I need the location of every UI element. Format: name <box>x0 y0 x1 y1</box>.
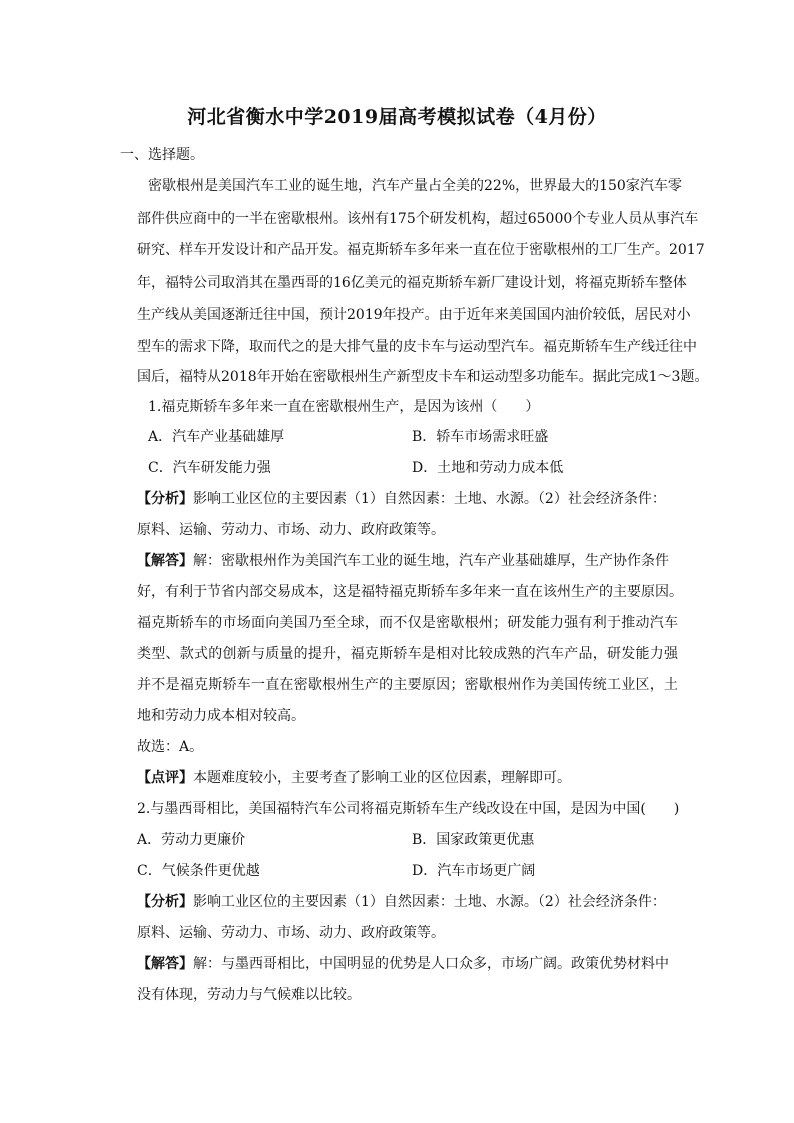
passage-line: 年，福特公司取消其在墨西哥的16亿美元的福克斯轿车新厂建设计划，将福克斯轿车整体 <box>137 275 687 291</box>
q2-option-d: D．汽车市场更广阔 <box>412 863 536 879</box>
passage-line: 部件供应商中的一半在密歇根州。该州有175个研发机构，超过65000个专业人员从事汽车 <box>137 211 699 227</box>
q1-comment <box>137 768 571 788</box>
comment-text: 本题难度较小，主要考查了影响工业的区位因素，理解即可。 <box>193 770 571 786</box>
passage-line: 国后，福特从2018年开始在密歇根州生产新型皮卡车和运动型多功能车。据此完成1～3题。 <box>137 369 709 385</box>
q1-answer-line: 地和劳动力成本相对较高。 <box>137 708 305 724</box>
q2-option-a: A．劳动力更廉价 <box>137 832 246 848</box>
q1-option-b: B．轿车市场需求旺盛 <box>412 429 549 445</box>
passage-line: 生产线从美国逐渐迁往中国，预计2019年投产。由于近年来美国国内油价较低，居民对小 <box>137 307 691 323</box>
answer-tag: 【解答】 <box>137 956 193 972</box>
q1-option-c: C．汽车研发能力强 <box>148 460 271 476</box>
q1-answer-line: 并不是福克斯轿车一直在密歇根州生产的主要原因；密歇根州作为美国传统工业区，土 <box>137 677 678 693</box>
passage-line: 型车的需求下降，取而代之的是大排气量的皮卡车与运动型汽车。福克斯轿车生产线迁往中 <box>137 339 697 355</box>
q1-option-d: D．土地和劳动力成本低 <box>412 460 564 476</box>
q2-answer-line: 没有体现，劳动力与气候难以比较。 <box>137 987 361 1003</box>
q2-option-b: B．国家政策更优惠 <box>412 832 535 848</box>
q2-analysis-line-1 <box>137 892 666 912</box>
q1-option-a: A．汽车产业基础雄厚 <box>148 429 285 445</box>
question-1-stem: 1.福克斯轿车多年来一直在密歇根州生产，是因为该州（ ） <box>148 399 540 415</box>
answer-text: 解：密歇根州作为美国汽车工业的诞生地，汽车产业基础雄厚，生产协作条件 <box>193 553 669 569</box>
section-heading: 一、选择题。 <box>120 147 204 163</box>
analysis-text: 影响工业区位的主要因素（1）自然因素：土地、水源。（2）社会经济条件： <box>193 894 666 910</box>
q2-analysis-line-2: 原料、运输、劳动力、市场、动力、政府政策等。 <box>137 925 445 941</box>
q1-answer-line: 福克斯轿车的市场面向美国乃至全球，而不仅是密歇根州；研发能力强有利于推动汽车 <box>137 615 678 631</box>
q1-analysis-line-1 <box>137 489 666 509</box>
q2-option-c: C．气候条件更优越 <box>137 863 260 879</box>
answer-text: 解：与墨西哥相比，中国明显的优势是人口众多，市场广阔。政策优势材料中 <box>193 956 669 972</box>
analysis-tag: 【分析】 <box>137 894 193 910</box>
analysis-text: 影响工业区位的主要因素（1）自然因素：土地、水源。（2）社会经济条件： <box>193 491 666 507</box>
q1-analysis-line-2: 原料、运输、劳动力、市场、动力、政府政策等。 <box>137 522 445 538</box>
question-2-stem: 2.与墨西哥相比，美国福特汽车公司将福克斯轿车生产线改设在中国，是因为中国( ) <box>137 801 680 817</box>
comment-tag: 【点评】 <box>137 770 193 786</box>
q1-answer-line: 好，有利于节省内部交易成本，这是福特福克斯轿车多年来一直在该州生产的主要原因。 <box>137 584 683 600</box>
passage-line: 研究、样车开发设计和产品开发。福克斯轿车多年来一直在位于密歇根州的工厂生产。2017 <box>137 242 705 258</box>
q1-answer-line-1 <box>137 551 669 571</box>
analysis-tag: 【分析】 <box>137 491 193 507</box>
q1-answer-line: 类型、款式的创新与质量的提升，福克斯轿车是相对比较成熟的汽车产品，研发能力强 <box>137 646 678 662</box>
answer-tag: 【解答】 <box>137 553 193 569</box>
q1-choice: 故选：A。 <box>137 739 204 755</box>
passage-line: 密歇根州是美国汽车工业的诞生地，汽车产量占全美的22%，世界最大的150家汽车零 <box>148 178 682 194</box>
q2-answer-line-1 <box>137 954 669 974</box>
page-title: 河北省衡水中学2019届高考模拟试卷（4月份） <box>187 106 607 128</box>
